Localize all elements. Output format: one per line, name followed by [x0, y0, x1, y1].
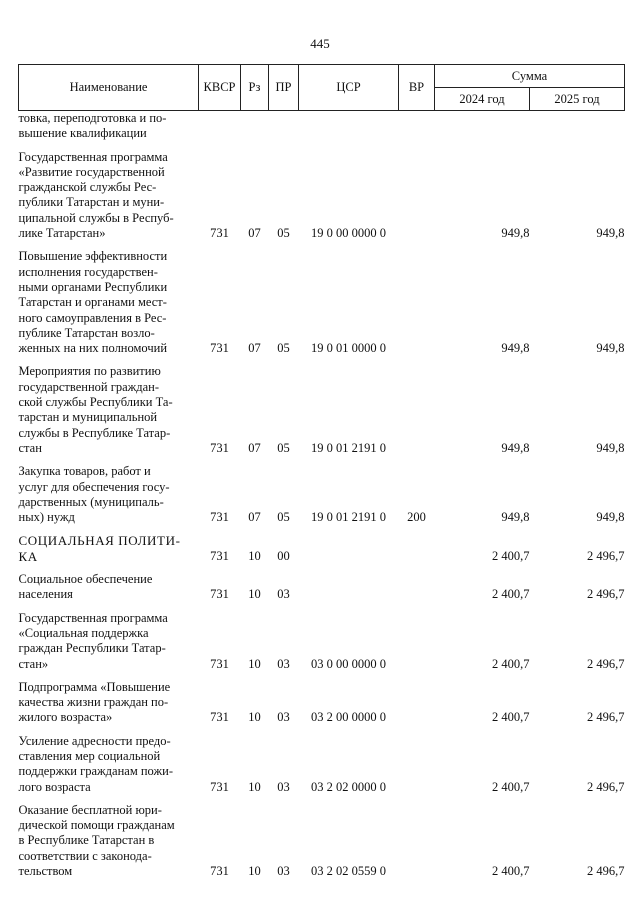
cell-csr: 03 2 00 0000 0 [311, 710, 386, 725]
row-name-line: тельством [18, 864, 73, 879]
row-name-line: товка, переподготовка и по- [18, 111, 167, 125]
row-name-line: ставления мер социальной [18, 748, 161, 763]
cell-rz: 07 [248, 341, 261, 356]
row-spacer [19, 356, 625, 364]
cell-vr [399, 150, 435, 242]
cell-vr [399, 111, 435, 142]
row-name [19, 364, 199, 456]
col-header-2025: 2025 год [530, 88, 625, 111]
cell-kvsr: 731 [210, 779, 229, 794]
row-name-line: публике Татарстан возло- [18, 325, 155, 340]
cell-kvsr: 731 [210, 710, 229, 725]
cell-sum-2025: 949,8 [596, 440, 625, 455]
cell-pr: 03 [277, 710, 290, 725]
cell-rz: 10 [248, 656, 261, 671]
cell-sum-2025: 2 496,7 [587, 656, 625, 671]
row-name-line: КА [18, 548, 38, 564]
row-name [19, 150, 199, 242]
col-header-2024: 2024 год [435, 88, 530, 111]
table-body [19, 111, 625, 880]
table-row [19, 572, 625, 603]
row-name-line: «Развитие государственной [18, 164, 165, 179]
row-spacer [19, 241, 625, 249]
row-name-line: Подпрограмма «Повышение [18, 679, 171, 694]
col-header-kvsr: КВСР [199, 65, 241, 111]
row-name-line: лого возраста [18, 779, 91, 794]
table-row [19, 680, 625, 726]
row-name-line: Социальное обеспечение [18, 572, 153, 587]
cell-pr: 05 [277, 341, 290, 356]
cell-rz: 07 [248, 510, 261, 525]
cell-csr: 03 2 02 0000 0 [311, 779, 386, 794]
row-name-line: Усиление адресности предо- [18, 733, 171, 748]
row-name-line: Повышение эффективности [18, 249, 168, 264]
cell-csr [299, 572, 399, 603]
row-name-line: публики Татарстан и муни- [18, 195, 165, 210]
cell-sum-2024: 949,8 [501, 341, 530, 356]
row-name-line: женных на них полномочий [18, 341, 168, 356]
cell-pr: 03 [277, 864, 290, 879]
cell-kvsr: 731 [210, 440, 229, 455]
row-name [19, 464, 199, 525]
row-name-line: исполнения государствен- [18, 264, 158, 279]
row-spacer-cell [19, 142, 625, 150]
row-name-line: соответствии с законода- [18, 848, 152, 863]
cell-sum-2025: 949,8 [596, 510, 625, 525]
row-name-line: в Республике Татарстан в [18, 833, 155, 848]
row-spacer-cell [19, 672, 625, 680]
row-name [19, 611, 199, 672]
cell-csr: 19 0 00 0000 0 [311, 226, 386, 241]
cell-pr [269, 111, 299, 142]
cell-kvsr [199, 111, 241, 142]
row-spacer-cell [19, 356, 625, 364]
cell-sum-2025: 2 496,7 [587, 710, 625, 725]
row-name-line: дической помощи гражданам [18, 818, 175, 833]
row-name [19, 572, 199, 603]
row-name-line: «Социальная поддержка [18, 625, 149, 640]
cell-csr: 19 0 01 2191 0 [311, 440, 386, 455]
row-name-line: поддержки гражданам пожи- [18, 764, 173, 779]
row-name-line: службы в Республике Татар- [18, 425, 171, 440]
cell-pr: 05 [277, 440, 290, 455]
row-name-line: качества жизни граждан по- [18, 695, 169, 710]
row-name-line: жилого возраста» [18, 710, 113, 725]
cell-sum-2024: 2 400,7 [492, 864, 530, 879]
cell-sum-2025: 2 496,7 [587, 587, 625, 602]
row-name-line: ного самоуправления в Рес- [18, 310, 167, 325]
cell-csr: 03 2 02 0559 0 [311, 864, 386, 879]
cell-kvsr: 731 [210, 341, 229, 356]
row-name-line: стан» [18, 656, 49, 671]
table-row [19, 734, 625, 795]
row-spacer-cell [19, 726, 625, 734]
cell-sum-2024 [435, 111, 530, 142]
cell-rz: 07 [248, 226, 261, 241]
cell-kvsr: 731 [210, 864, 229, 879]
cell-pr: 03 [277, 587, 290, 602]
row-name [19, 734, 199, 795]
cell-vr: 200 [407, 510, 426, 525]
row-name-line: тарстан и муниципальной [18, 410, 158, 425]
row-name [19, 249, 199, 356]
row-name-line: стан [18, 440, 42, 455]
cell-sum-2025: 2 496,7 [587, 548, 625, 563]
row-name-line: Государственная программа [18, 149, 168, 164]
cell-sum-2025: 949,8 [596, 341, 625, 356]
cell-sum-2024: 949,8 [501, 226, 530, 241]
col-header-rz: Рз [241, 65, 269, 111]
table-row [19, 364, 625, 456]
row-name-line: Татарстан и органами мест- [18, 295, 167, 310]
cell-kvsr: 731 [210, 226, 229, 241]
budget-table [18, 64, 625, 879]
cell-kvsr: 731 [210, 587, 229, 602]
cell-csr: 03 0 00 0000 0 [311, 656, 386, 671]
row-spacer-cell [19, 564, 625, 572]
row-name-line: Мероприятия по развитию [18, 364, 161, 379]
cell-sum-2025: 949,8 [596, 226, 625, 241]
row-spacer [19, 672, 625, 680]
cell-csr [299, 533, 399, 564]
cell-vr [399, 611, 435, 672]
row-name [19, 533, 199, 564]
table-row [19, 611, 625, 672]
cell-kvsr: 731 [210, 656, 229, 671]
cell-rz: 10 [248, 779, 261, 794]
cell-vr [399, 364, 435, 456]
table-row [19, 249, 625, 356]
col-header-pr: ПР [269, 65, 299, 111]
cell-sum-2024: 949,8 [501, 440, 530, 455]
row-name-line: услуг для обеспечения госу- [18, 479, 170, 494]
row-spacer-cell [19, 603, 625, 611]
cell-vr [399, 533, 435, 564]
col-header-csr: ЦСР [299, 65, 399, 111]
cell-sum-2024: 2 400,7 [492, 779, 530, 794]
cell-pr: 00 [277, 548, 290, 563]
row-spacer-cell [19, 525, 625, 533]
table-row [19, 803, 625, 879]
cell-sum-2025: 2 496,7 [587, 779, 625, 794]
cell-sum-2024: 2 400,7 [492, 548, 530, 563]
row-name-line: граждан Республики Татар- [18, 641, 166, 656]
table-row [19, 111, 625, 142]
cell-rz: 10 [248, 710, 261, 725]
cell-sum-2024: 2 400,7 [492, 710, 530, 725]
cell-sum-2024: 2 400,7 [492, 656, 530, 671]
row-spacer-cell [19, 241, 625, 249]
table-row [19, 150, 625, 242]
row-name [19, 111, 199, 142]
row-name-line: ными органами Республики [18, 279, 168, 294]
cell-pr: 03 [277, 656, 290, 671]
row-spacer [19, 603, 625, 611]
col-header-vr: ВР [399, 65, 435, 111]
row-name-line: дарственных (муниципаль- [18, 494, 164, 509]
cell-rz: 10 [248, 587, 261, 602]
row-name-line: Государственная программа [18, 610, 168, 625]
row-name-line: Оказание бесплатной юри- [18, 802, 162, 817]
cell-rz: 10 [248, 864, 261, 879]
cell-sum-2024: 949,8 [501, 510, 530, 525]
row-name-line: вышение квалификации [18, 126, 147, 141]
row-name [19, 680, 199, 726]
row-spacer [19, 564, 625, 572]
table-row [19, 464, 625, 525]
row-name-line: лике Татарстан» [18, 226, 106, 241]
row-spacer [19, 456, 625, 464]
page-number: 445 [310, 36, 330, 51]
row-name-line: ных) нужд [18, 510, 75, 525]
row-name-line: населения [18, 587, 73, 602]
cell-csr: 19 0 01 0000 0 [311, 341, 386, 356]
row-name [19, 803, 199, 879]
cell-sum-2025 [530, 111, 625, 142]
cell-rz: 07 [248, 440, 261, 455]
col-header-sum: Сумма [435, 65, 625, 88]
row-spacer [19, 525, 625, 533]
cell-vr [399, 572, 435, 603]
row-spacer [19, 795, 625, 803]
cell-sum-2025: 2 496,7 [587, 864, 625, 879]
cell-kvsr: 731 [210, 510, 229, 525]
cell-sum-2024: 2 400,7 [492, 587, 530, 602]
row-name-line: государственной граждан- [18, 379, 160, 394]
cell-rz: 10 [248, 548, 261, 563]
row-spacer-cell [19, 456, 625, 464]
row-name-line: гражданской службы Рес- [18, 180, 157, 195]
cell-pr: 05 [277, 510, 290, 525]
cell-vr [399, 249, 435, 356]
cell-rz [241, 111, 269, 142]
cell-kvsr: 731 [210, 548, 229, 563]
row-name-line: ципальной службы в Респуб- [18, 210, 174, 225]
cell-vr [399, 803, 435, 879]
cell-pr: 03 [277, 779, 290, 794]
row-name-line: СОЦИАЛЬНАЯ ПОЛИТИ- [18, 533, 181, 549]
cell-pr: 05 [277, 226, 290, 241]
cell-csr [299, 111, 399, 142]
cell-vr [399, 734, 435, 795]
cell-vr [399, 680, 435, 726]
row-name-line: ской службы Республики Та- [18, 395, 173, 410]
row-spacer [19, 726, 625, 734]
cell-csr: 19 0 01 2191 0 [311, 510, 386, 525]
row-spacer [19, 142, 625, 150]
table-row [19, 533, 625, 564]
row-spacer-cell [19, 795, 625, 803]
row-name-line: Закупка товаров, работ и [18, 464, 151, 479]
col-header-name: Наименование [19, 65, 199, 111]
